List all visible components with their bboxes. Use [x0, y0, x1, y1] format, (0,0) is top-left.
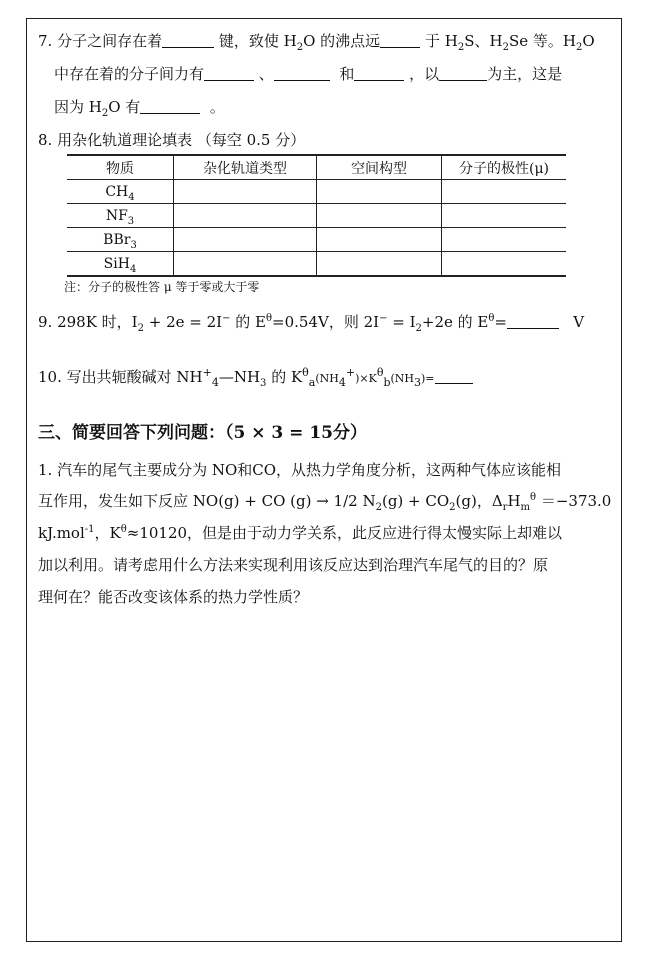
answer-cell[interactable] [317, 180, 442, 204]
answer-cell[interactable] [174, 180, 317, 204]
header-polarity: 分子的极性(μ) [442, 155, 567, 180]
answer-cell[interactable] [317, 228, 442, 252]
q7-line-1: 7. 分子之间存在着 键，致使 $H_2O$ 的沸点远 于 $H_2S$、$H_2Se$ 等。$H_2O$ [38, 32, 595, 53]
q7-blank-1[interactable] [162, 33, 214, 48]
table-note: 注：分子的极性答 μ 等于零或大于零 [64, 280, 260, 294]
table-row [67, 204, 566, 228]
answer-cell[interactable] [442, 228, 567, 252]
header-substance: 物质 [67, 155, 174, 180]
q7-blank-6[interactable] [439, 66, 487, 81]
substance-cell: BBr$_3$ [67, 228, 174, 252]
q7-blank-7[interactable] [140, 99, 200, 114]
answer-cell[interactable] [317, 204, 442, 228]
answer-cell[interactable] [442, 252, 567, 277]
answer-cell[interactable] [317, 252, 442, 277]
hybridization-table [67, 154, 566, 277]
q7-blank-3[interactable] [204, 66, 254, 81]
s1-line-5: 理何在？能否改变该体系的热力学性质？ [38, 588, 309, 606]
s1-line-2: 互作用，发生如下反应 NO(g) + CO (g) → 1/2 $N_2(g) + CO_2(g)$，$\Delta_rH_m^\theta =-373.0$ [38, 492, 612, 513]
answer-cell[interactable] [174, 252, 317, 277]
answer-cell[interactable] [174, 204, 317, 228]
q8-title: 8. 用杂化轨道理论填表 （每空 0.5 分） [38, 131, 306, 149]
answer-cell[interactable] [174, 228, 317, 252]
q10-line: 10. 写出共轭酸碱对 $NH^+_4—NH_3$ 的 $K^\theta_a(NH_4^+)\times K^\theta_b(NH_3)=$ [38, 367, 473, 389]
q9-blank[interactable] [507, 314, 559, 329]
q7-line-2: 中存在着的分子间力有 、 和 ，以 为主，这是 [54, 65, 563, 83]
q7-blank-5[interactable] [354, 66, 404, 81]
q7-blank-2[interactable] [380, 33, 420, 48]
table-row [67, 228, 566, 252]
answer-cell[interactable] [442, 204, 567, 228]
s1-line-4: 加以利用。请考虑用什么方法来实现利用该反应达到治理汽车尾气的目的？原 [38, 556, 549, 574]
s1-line-1: 1. 汽车的尾气主要成分为 NO和CO，从热力学角度分析，这两种气体应该能相 [38, 461, 562, 479]
header-geometry: 空间构型 [317, 155, 442, 180]
q9-line: 9. 298K 时，$I_2 + 2e = 2I^-$ 的 $E^\theta=0.54V$，则 $2I^- = I_2+2e$ 的 $E^\theta=$ V [38, 313, 585, 334]
table-row [67, 180, 566, 204]
substance-cell: SiH$_4$ [67, 252, 174, 277]
substance-cell: $CH_4$ [67, 180, 174, 204]
q7-blank-4[interactable] [274, 66, 330, 81]
section-3-heading: 三、简要回答下列问题：（5 × 3 = 15分） [38, 423, 367, 443]
substance-cell: $NF_3$ [67, 204, 174, 228]
s1-line-3: kJ.mol$^{-1}$，$K^\theta\approx 10120$，但是由于动力学关系，此反应进行得太慢实际上却难以 [38, 524, 563, 542]
answer-cell[interactable] [442, 180, 567, 204]
table-header-row [67, 155, 566, 180]
q7-line-3: 因为 $H_2O$ 有 。 [54, 98, 225, 119]
table-row [67, 252, 566, 277]
header-hybrid-type: 杂化轨道类型 [174, 155, 317, 180]
q10-blank[interactable] [435, 369, 473, 384]
